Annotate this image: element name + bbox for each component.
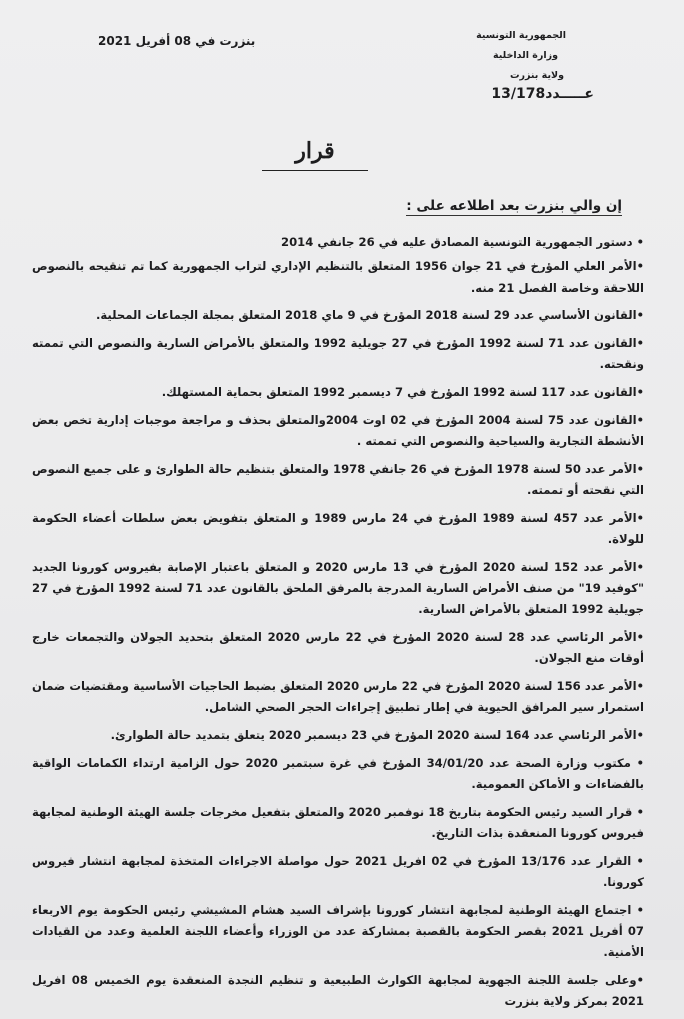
date-line: بنزرت في 08 أفريل 2021 <box>98 34 256 48</box>
intro-heading: إن والي بنزرت بعد اطلاعه على : <box>406 198 622 214</box>
reference-number <box>491 86 594 102</box>
reference-paragraph: •القانون الأساسي عدد 29 لسنة 2018 المؤرخ في 9 ماي 2018 المتعلق بمجلة الجماعات المحلية. <box>95 308 644 323</box>
republic-label: الجمهورية التونسية <box>476 30 566 41</box>
reference-paragraph: •القانون عدد 71 لسنة 1992 المؤرخ في 27 جويلية 1992 والمتعلق بالأمراض السارية والنصوص التي تممته ونقحته. <box>32 336 644 372</box>
reference-paragraph: •الأمر الرئاسي عدد 164 لسنة 2020 المؤرخ في 23 ديسمبر 2020 يتعلق بتمديد حالة الطوارئ. <box>110 728 644 742</box>
reference-paragraph: • دستور الجمهورية التونسية المصادق عليه في 26 جانفي 2014 <box>281 235 644 249</box>
ministry-label: وزارة الداخلية <box>493 50 558 61</box>
reference-number-value: 13/178 <box>491 86 546 102</box>
reference-paragraph: •الأمر العلي المؤرخ في 21 جوان 1956 المتعلق بالتنظيم الإداري لتراب الجمهورية كما تم تنقيحه بالنصوص اللاحقة وخاصة الفصل 21 منه. <box>32 259 644 295</box>
reference-paragraph: •الأمر الرئاسي عدد 28 لسنة 2020 المؤرخ في 22 مارس 2020 المتعلق بتحديد الجولان والتجمعات خارج أوقات منع الجولان. <box>32 630 645 666</box>
governorate-label: ولاية بنزرت <box>510 70 564 81</box>
reference-paragraph: • اجتماع الهيئة الوطنية لمجابهة انتشار كورونا بإشراف السيد هشام المشيشي رئيس الحكومة يوم الاربعاء 07 أفريل 2021 بقصر الحكومة بالقصبة بمشاركة عدد من الوزراء وأعضاء اللجنة العلمية وعدد من القيادات الأمنية. <box>32 902 644 960</box>
reference-paragraph: • القرار عدد 13/176 المؤرخ في 02 افريل 2021 حول مواصلة الاجراءات المتخذة لمجابهة انتشار فيروس كورونا. <box>32 853 644 889</box>
reference-paragraph: •وعلى جلسة اللجنة الجهوية لمجابهة الكوارث الطبيعية و تنظيم النجدة المنعقدة يوم الخميس 08 افريل 2021 بمركز ولاية بنزرت <box>32 973 645 1009</box>
reference-paragraph: • قرار السيد رئيس الحكومة بتاريخ 18 نوفمبر 2020 والمتعلق بتفعيل مخرجات جلسة الهيئة الوطنية لمجابهة فيروس كورونا المنعقدة بذات التاريخ. <box>32 804 644 840</box>
reference-paragraph: •الأمر عدد 156 لسنة 2020 المؤرخ في 22 مارس 2020 المتعلق بضبط الحاجيات الأساسية ومقتضيات ضمان استمرار سير المرافق الحيوية في إطار تطبيق إجراءات الحجر الصحي الشامل. <box>32 679 644 715</box>
title-underline <box>262 170 368 171</box>
reference-paragraph: •الأمر عدد 457 لسنة 1989 المؤرخ في 24 مارس 1989 و المتعلق بتفويض بعض سلطات أعضاء الحكومة للولاة. <box>32 510 644 546</box>
page-title: قرار <box>295 138 335 164</box>
reference-paragraph: •الأمر عدد 152 لسنة 2020 المؤرخ في 13 مارس 2020 و المتعلق باعتبار الإصابة بفيروس كورونا الجديد "كوفيد 19" من صنف الأمراض السارية المدرجة بالمرفق الملحق بالقانون عدد 71 لسنة 1992 المؤرخ في 27 جويلية 1992 المتعلق بالأمراض السارية. <box>32 559 644 617</box>
document-body <box>32 232 644 1019</box>
reference-paragraph: •القانون عدد 75 لسنة 2004 المؤرخ في 02 اوت 2004والمتعلق بحذف و مراجعة موجبات إدارية تخص بعض الأنشطة التجارية والسياحية والنصوص التي تممته . <box>32 412 645 448</box>
reference-number-prefix: عـــــدد <box>545 86 594 102</box>
reference-paragraph: •الأمر عدد 50 لسنة 1978 المؤرخ في 26 جانفي 1978 والمتعلق بتنظيم حالة الطوارئ و على جميع النصوص التي نقحته أو تممته. <box>32 461 644 497</box>
reference-paragraph: • مكتوب وزارة الصحة عدد 34/01/20 المؤرخ في غرة سبتمبر 2020 حول الزامية ارتداء الكمامات الواقية بالفضاءات و الأماكن العمومية. <box>32 755 644 791</box>
reference-paragraph: •القانون عدد 117 لسنة 1992 المؤرخ في 7 ديسمبر 1992 المتعلق بحماية المستهلك. <box>161 385 644 399</box>
issuing-authority-block <box>446 26 566 86</box>
